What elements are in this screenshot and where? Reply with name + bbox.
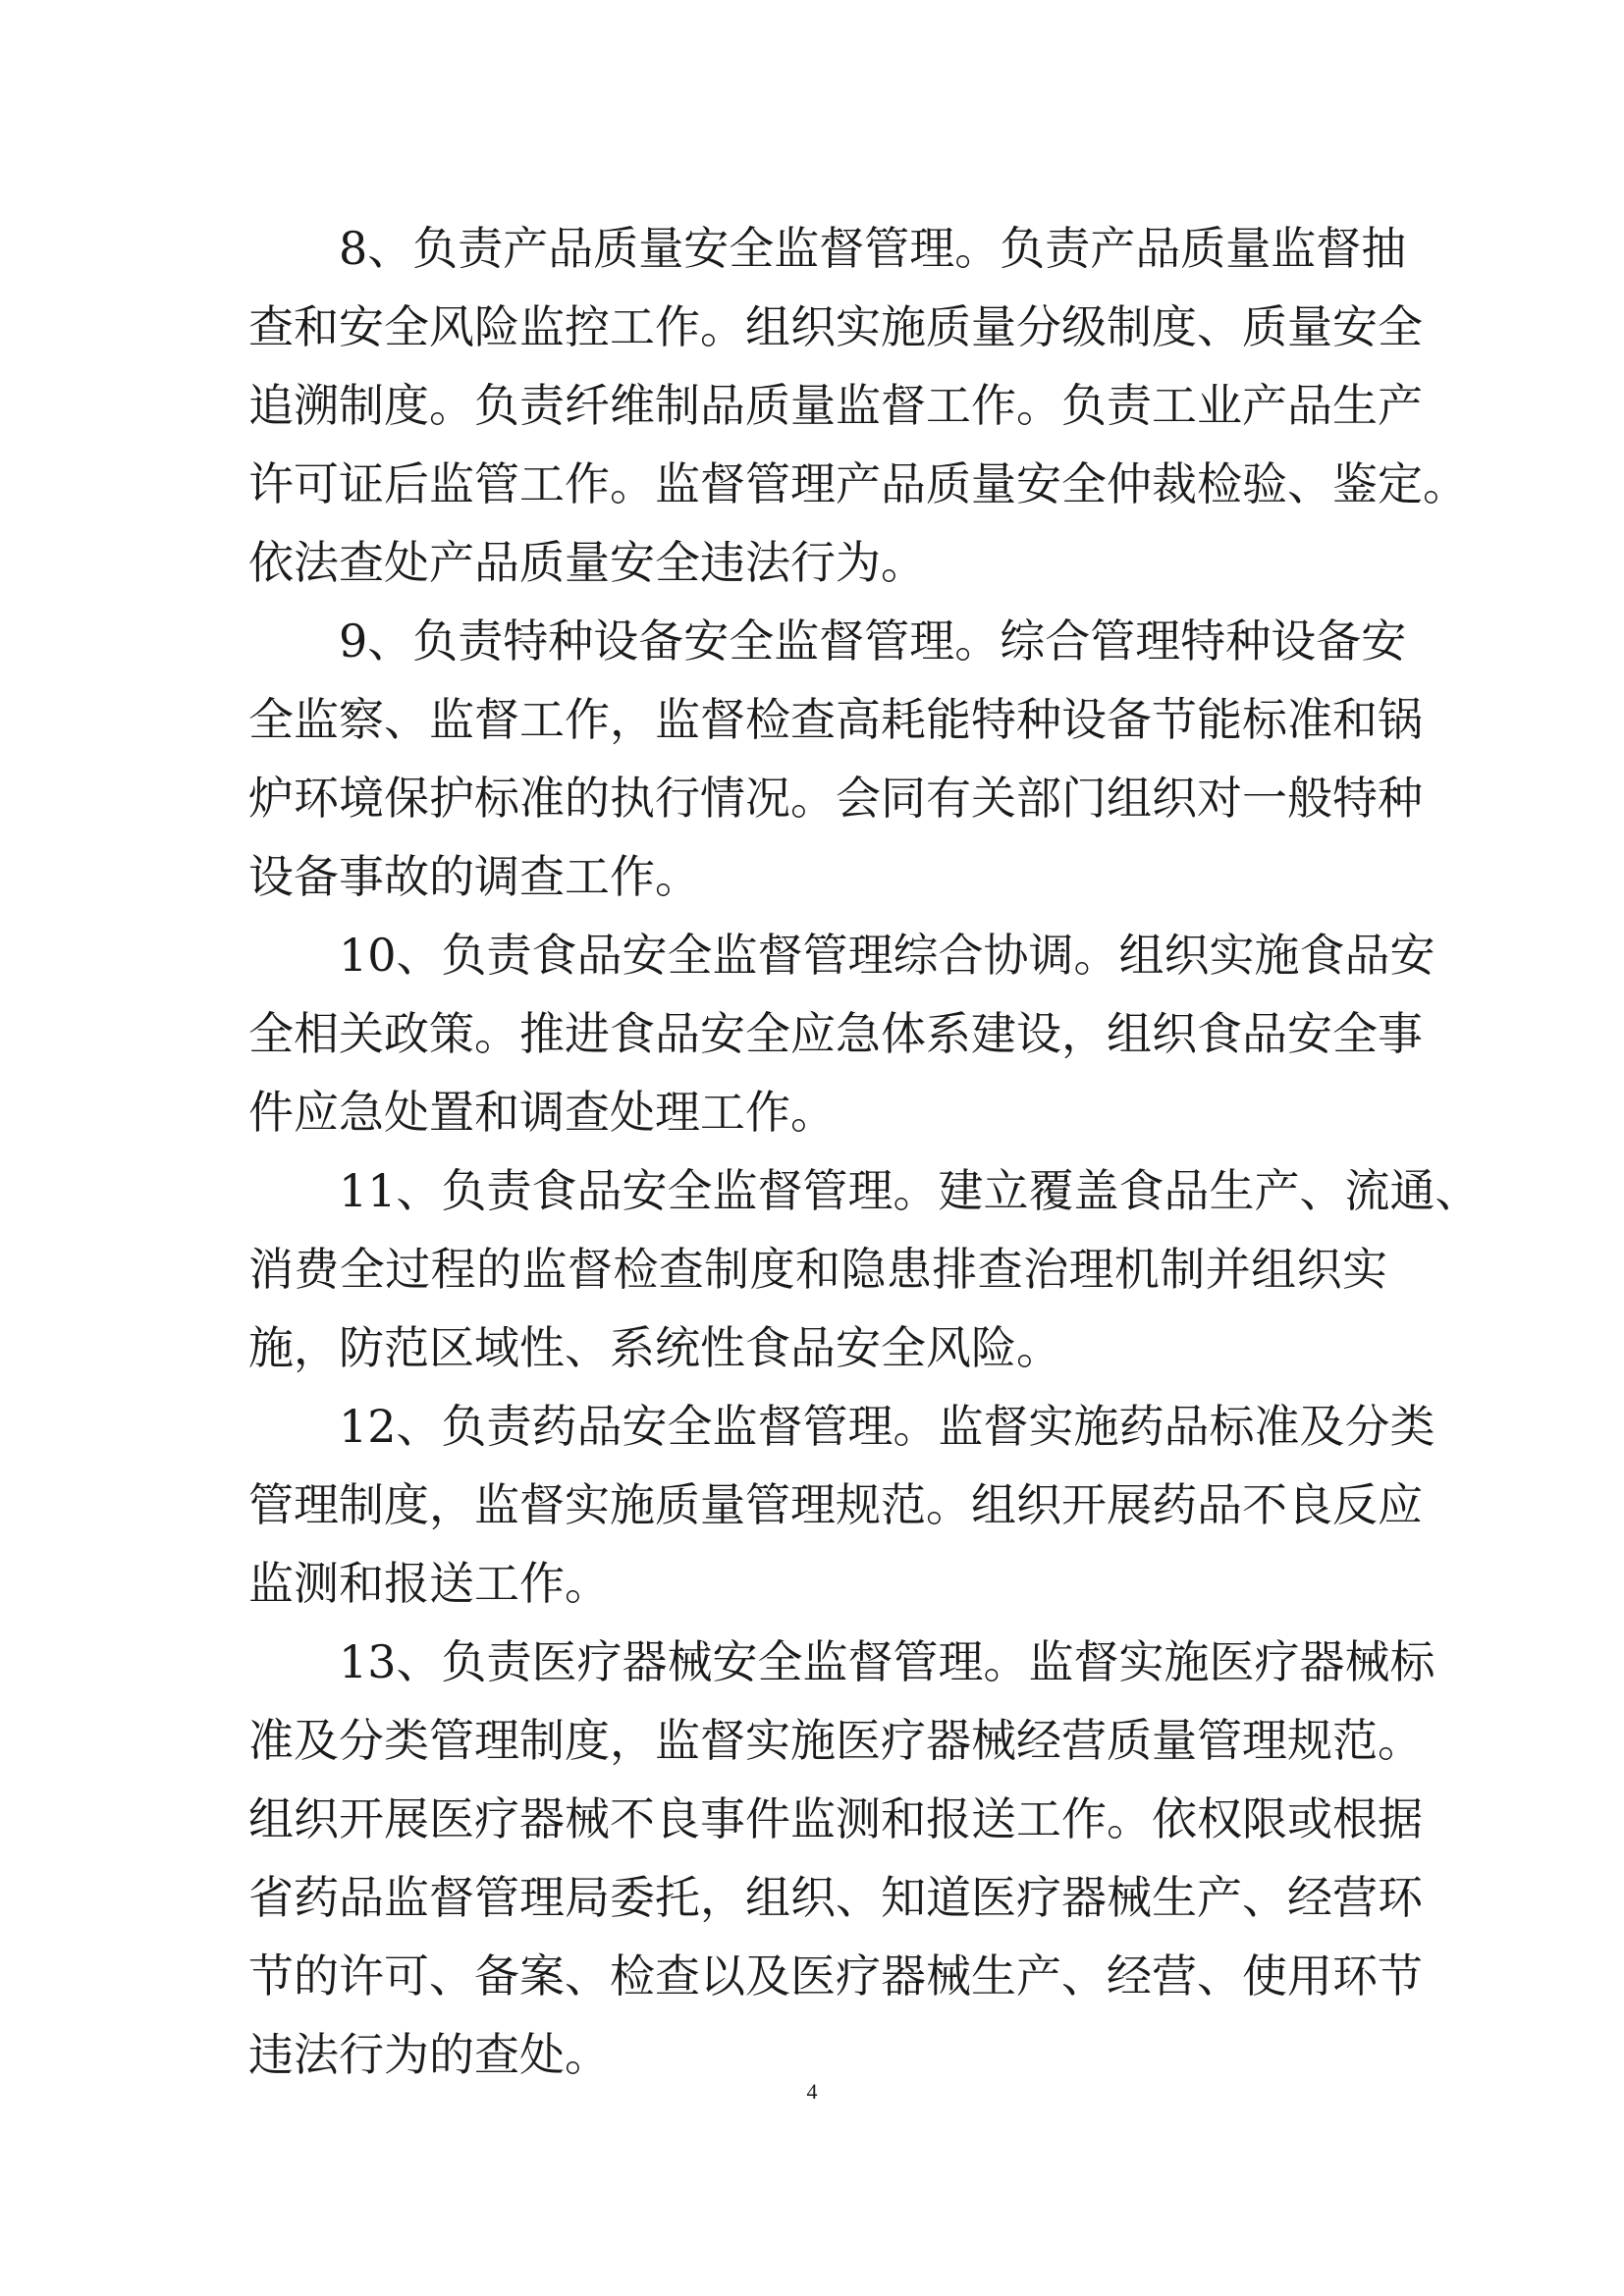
paragraph-10-line-1: 10、负责食品安全监督管理综合协调。组织实施食品安: [339, 929, 1435, 982]
paragraph-12-line-1: 12、负责药品安全监督管理。监督实施药品标准及分类: [339, 1400, 1435, 1453]
paragraph-10-line-3: 件应急处置和调查处理工作。: [248, 1086, 836, 1139]
paragraph-11-line-3: 施，防范区域性、系统性食品安全风险。: [248, 1321, 1061, 1374]
paragraph-13-line-4: 省药品监督管理局委托，组织、知道医疗器械生产、经营环: [248, 1871, 1423, 1924]
paragraph-8-line-4: 许可证后监管工作。监督管理产品质量安全仲裁检验、鉴定。: [248, 457, 1468, 510]
paragraph-13-line-5: 节的许可、备案、检查以及医疗器械生产、经营、使用环节: [248, 1949, 1423, 2002]
paragraph-11-line-1: 11、负责食品安全监督管理。建立覆盖食品生产、流通、: [339, 1164, 1481, 1217]
paragraph-11-line-2: 消费全过程的监督检查制度和隐患排查治理机制并组织实: [248, 1243, 1387, 1296]
paragraph-13-line-3: 组织开展医疗器械不良事件监测和报送工作。依权限或根据: [248, 1792, 1423, 1845]
paragraph-10-line-2: 全相关政策。推进食品安全应急体系建设，组织食品安全事: [248, 1007, 1423, 1060]
paragraph-8-line-3: 追溯制度。负责纤维制品质量监督工作。负责工业产品生产: [248, 379, 1423, 432]
page-number: 4: [806, 2079, 818, 2104]
paragraph-8-line-2: 查和安全风险监控工作。组织实施质量分级制度、质量安全: [248, 300, 1423, 353]
paragraph-9-line-2: 全监察、监督工作，监督检查高耗能特种设备节能标准和锅: [248, 693, 1423, 746]
paragraph-9-line-1: 9、负责特种设备安全监督管理。综合管理特种设备安: [339, 614, 1407, 667]
paragraph-9-line-4: 设备事故的调查工作。: [248, 850, 700, 903]
paragraph-12-line-3: 监测和报送工作。: [248, 1557, 610, 1610]
paragraph-13-line-6: 违法行为的查处。: [248, 2028, 610, 2081]
paragraph-13-line-2: 准及分类管理制度，监督实施医疗器械经营质量管理规范。: [248, 1714, 1423, 1767]
paragraph-9-line-3: 炉环境保护标准的执行情况。会同有关部门组织对一般特种: [248, 772, 1423, 825]
paragraph-8-line-1: 8、负责产品质量安全监督管理。负责产品质量监督抽: [339, 222, 1407, 275]
paragraph-8-line-5: 依法查处产品质量安全违法行为。: [248, 536, 926, 589]
paragraph-13-line-1: 13、负责医疗器械安全监督管理。监督实施医疗器械标: [339, 1635, 1435, 1688]
paragraph-12-line-2: 管理制度，监督实施质量管理规范。组织开展药品不良反应: [248, 1478, 1423, 1531]
